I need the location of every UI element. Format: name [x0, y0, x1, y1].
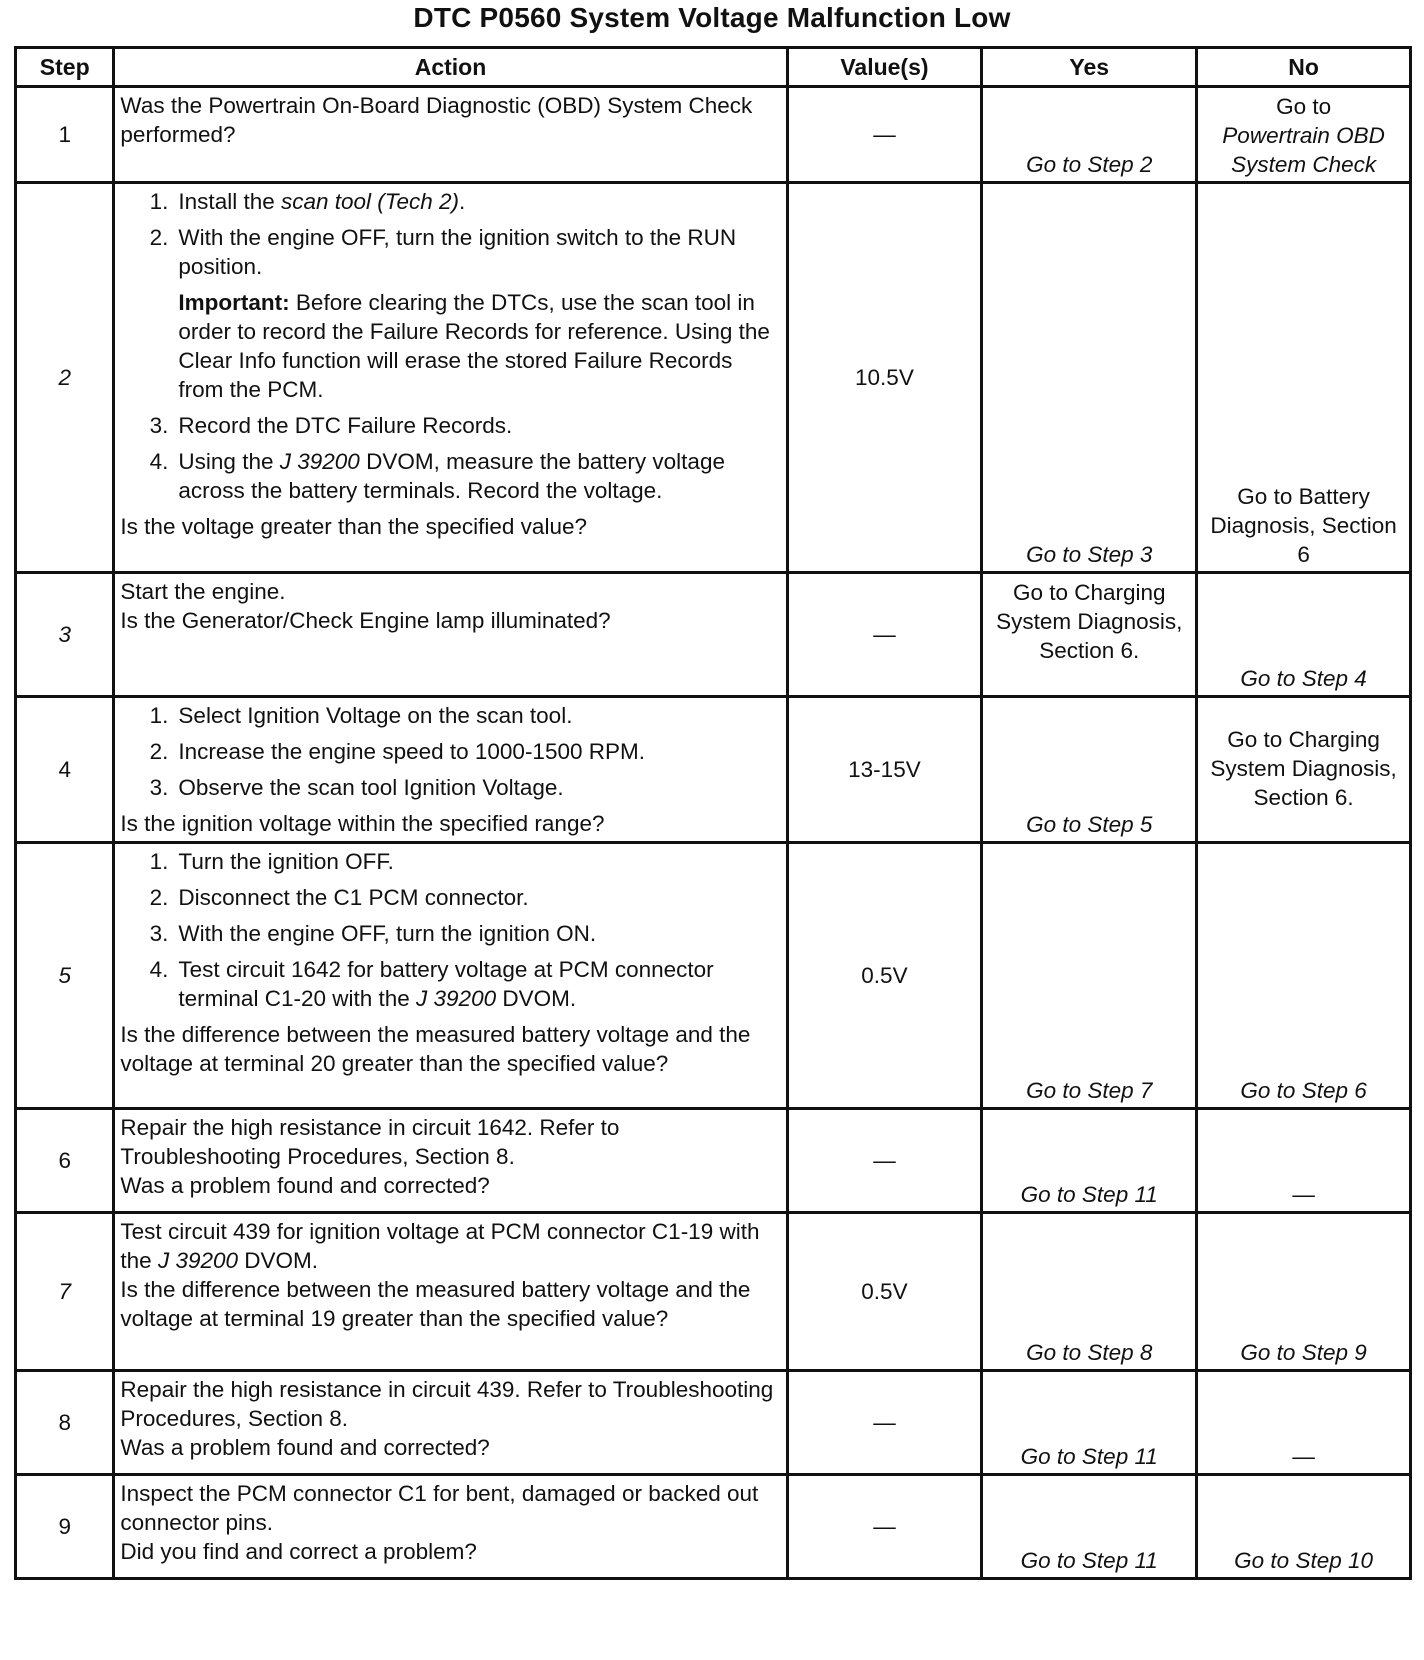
no-text: —: [1292, 1182, 1315, 1207]
step-number: 5: [16, 843, 114, 1109]
step-question: Was a problem found and corrected?: [120, 1173, 490, 1198]
yes-result: [982, 183, 1197, 573]
step-action: [114, 1475, 787, 1579]
list-item: 4. Test circuit 1642 for battery voltage at PCM connector terminal C1-20 with the J 39200 DVOM.: [149, 957, 714, 1011]
yes-result: [982, 1109, 1197, 1213]
yes-text: Go to Charging System Diagnosis, Section 6.: [996, 580, 1183, 663]
yes-text: Go to Step 11: [1020, 1548, 1158, 1573]
action-text: Repair the high resistance in circuit 1642. Refer to Troubleshooting Procedures, Section 8.: [120, 1115, 620, 1169]
list-item: 2. Increase the engine speed to 1000-1500 RPM.: [149, 739, 645, 764]
step-question: Is the Generator/Check Engine lamp illuminated?: [120, 608, 611, 633]
table-row: [16, 843, 1411, 1109]
yes-result: [982, 697, 1197, 843]
no-result: [1197, 697, 1411, 843]
header-no: No: [1197, 48, 1411, 87]
no-result: [1197, 183, 1411, 573]
list-item: 1. Install the scan tool (Tech 2).: [149, 189, 466, 214]
step-value: —: [787, 1371, 982, 1475]
table-row: [16, 1109, 1411, 1213]
step-question: Is the ignition voltage within the specified range?: [120, 811, 605, 836]
step-number: 2: [16, 183, 114, 573]
no-result: [1197, 1213, 1411, 1371]
table-row: [16, 573, 1411, 697]
action-text: Start the engine.: [120, 579, 286, 604]
step-number: 3: [16, 573, 114, 697]
step-question: Is the difference between the measured battery voltage and the voltage at terminal 19 greater than the specified value?: [120, 1277, 751, 1331]
list-item: 1. Turn the ignition OFF.: [149, 849, 394, 874]
action-text: Was the Powertrain On-Board Diagnostic (OBD) System Check performed?: [120, 93, 753, 147]
yes-text: Go to Step 2: [1026, 152, 1153, 177]
no-text: —: [1292, 1444, 1315, 1469]
no-result: [1197, 573, 1411, 697]
header-values: Value(s): [787, 48, 982, 87]
yes-result: [982, 1475, 1197, 1579]
step-action: [114, 1213, 787, 1371]
step-number: 6: [16, 1109, 114, 1213]
action-text: Repair the high resistance in circuit 439. Refer to Troubleshooting Procedures, Section 8.: [120, 1377, 774, 1431]
step-value: —: [787, 1109, 982, 1213]
yes-text: Go to Step 11: [1020, 1444, 1158, 1469]
yes-result: [982, 573, 1197, 697]
header-action: Action: [114, 48, 787, 87]
no-link-text: Powertrain OBD System Check: [1222, 123, 1385, 177]
step-value: —: [787, 573, 982, 697]
step-value: 0.5V: [787, 843, 982, 1109]
table-row: [16, 1475, 1411, 1579]
no-result: [1197, 843, 1411, 1109]
yes-text: Go to Step 3: [1026, 542, 1153, 567]
list-item: 2. With the engine OFF, turn the ignition switch to the RUN position.: [149, 225, 737, 279]
step-number: 8: [16, 1371, 114, 1475]
action-text: Inspect the PCM connector C1 for bent, damaged or backed out connector pins.: [120, 1481, 759, 1535]
step-action: [114, 87, 787, 183]
action-text: Test circuit 439 for ignition voltage at PCM connector C1-19 with the J 39200 DVOM.: [120, 1219, 760, 1273]
no-text: Go to Charging System Diagnosis, Section 6.: [1210, 727, 1397, 810]
step-value: 13-15V: [787, 697, 982, 843]
no-text: Go to Step 4: [1240, 666, 1367, 691]
no-text: Go to Step 10: [1234, 1548, 1374, 1573]
step-question: Was a problem found and corrected?: [120, 1435, 490, 1460]
header-yes: Yes: [982, 48, 1197, 87]
no-result: [1197, 1109, 1411, 1213]
step-action: [114, 1109, 787, 1213]
yes-text: Go to Step 11: [1020, 1182, 1158, 1207]
step-action: [114, 573, 787, 697]
yes-result: [982, 1213, 1197, 1371]
no-result: [1197, 1475, 1411, 1579]
table-row: [16, 1213, 1411, 1371]
header-step: Step: [16, 48, 114, 87]
yes-text: Go to Step 5: [1026, 812, 1153, 837]
step-value: —: [787, 87, 982, 183]
step-number: 4: [16, 697, 114, 843]
no-text: Go to Step 9: [1240, 1340, 1367, 1365]
yes-result: [982, 87, 1197, 183]
step-action: [114, 697, 787, 843]
important-note: Important: Before clearing the DTCs, use the scan tool in order to record the Failure Records for reference. Using the Clear Info function will erase the stored Failure Records from the PCM.: [178, 290, 770, 402]
step-question: Is the voltage greater than the specified value?: [120, 514, 587, 539]
no-text: Go to: [1276, 94, 1332, 119]
step-value: 0.5V: [787, 1213, 982, 1371]
no-result: [1197, 87, 1411, 183]
yes-result: [982, 843, 1197, 1109]
step-action: [114, 843, 787, 1109]
table-row: [16, 87, 1411, 183]
list-item: 4. Using the J 39200 DVOM, measure the battery voltage across the battery terminals. Record the voltage.: [149, 449, 725, 503]
no-result: [1197, 1371, 1411, 1475]
yes-text: Go to Step 7: [1026, 1078, 1153, 1103]
step-question: Did you find and correct a problem?: [120, 1539, 477, 1564]
list-item: 3. With the engine OFF, turn the ignition ON.: [149, 921, 597, 946]
document-title: DTC P0560 System Voltage Malfunction Low: [413, 2, 1011, 33]
step-number: 1: [16, 87, 114, 183]
list-item: 1. Select Ignition Voltage on the scan tool.: [149, 703, 573, 728]
step-value: 10.5V: [787, 183, 982, 573]
table-row: [16, 697, 1411, 843]
table-header-row: [16, 48, 1411, 87]
step-number: 9: [16, 1475, 114, 1579]
yes-text: Go to Step 8: [1026, 1340, 1153, 1365]
step-number: 7: [16, 1213, 114, 1371]
no-text: Go to Battery Diagnosis, Section 6: [1210, 484, 1397, 567]
list-item: 3. Observe the scan tool Ignition Voltage.: [149, 775, 564, 800]
step-value: —: [787, 1475, 982, 1579]
table-row: [16, 1371, 1411, 1475]
yes-result: [982, 1371, 1197, 1475]
table-row: [16, 183, 1411, 573]
step-question: Is the difference between the measured battery voltage and the voltage at terminal 20 greater than the specified value?: [120, 1022, 751, 1076]
step-action: [114, 183, 787, 573]
list-item: 2. Disconnect the C1 PCM connector.: [149, 885, 529, 910]
diagnostic-table: [14, 46, 1412, 1580]
step-action: [114, 1371, 787, 1475]
no-text: Go to Step 6: [1240, 1078, 1367, 1103]
list-item: 3. Record the DTC Failure Records.: [149, 413, 513, 438]
